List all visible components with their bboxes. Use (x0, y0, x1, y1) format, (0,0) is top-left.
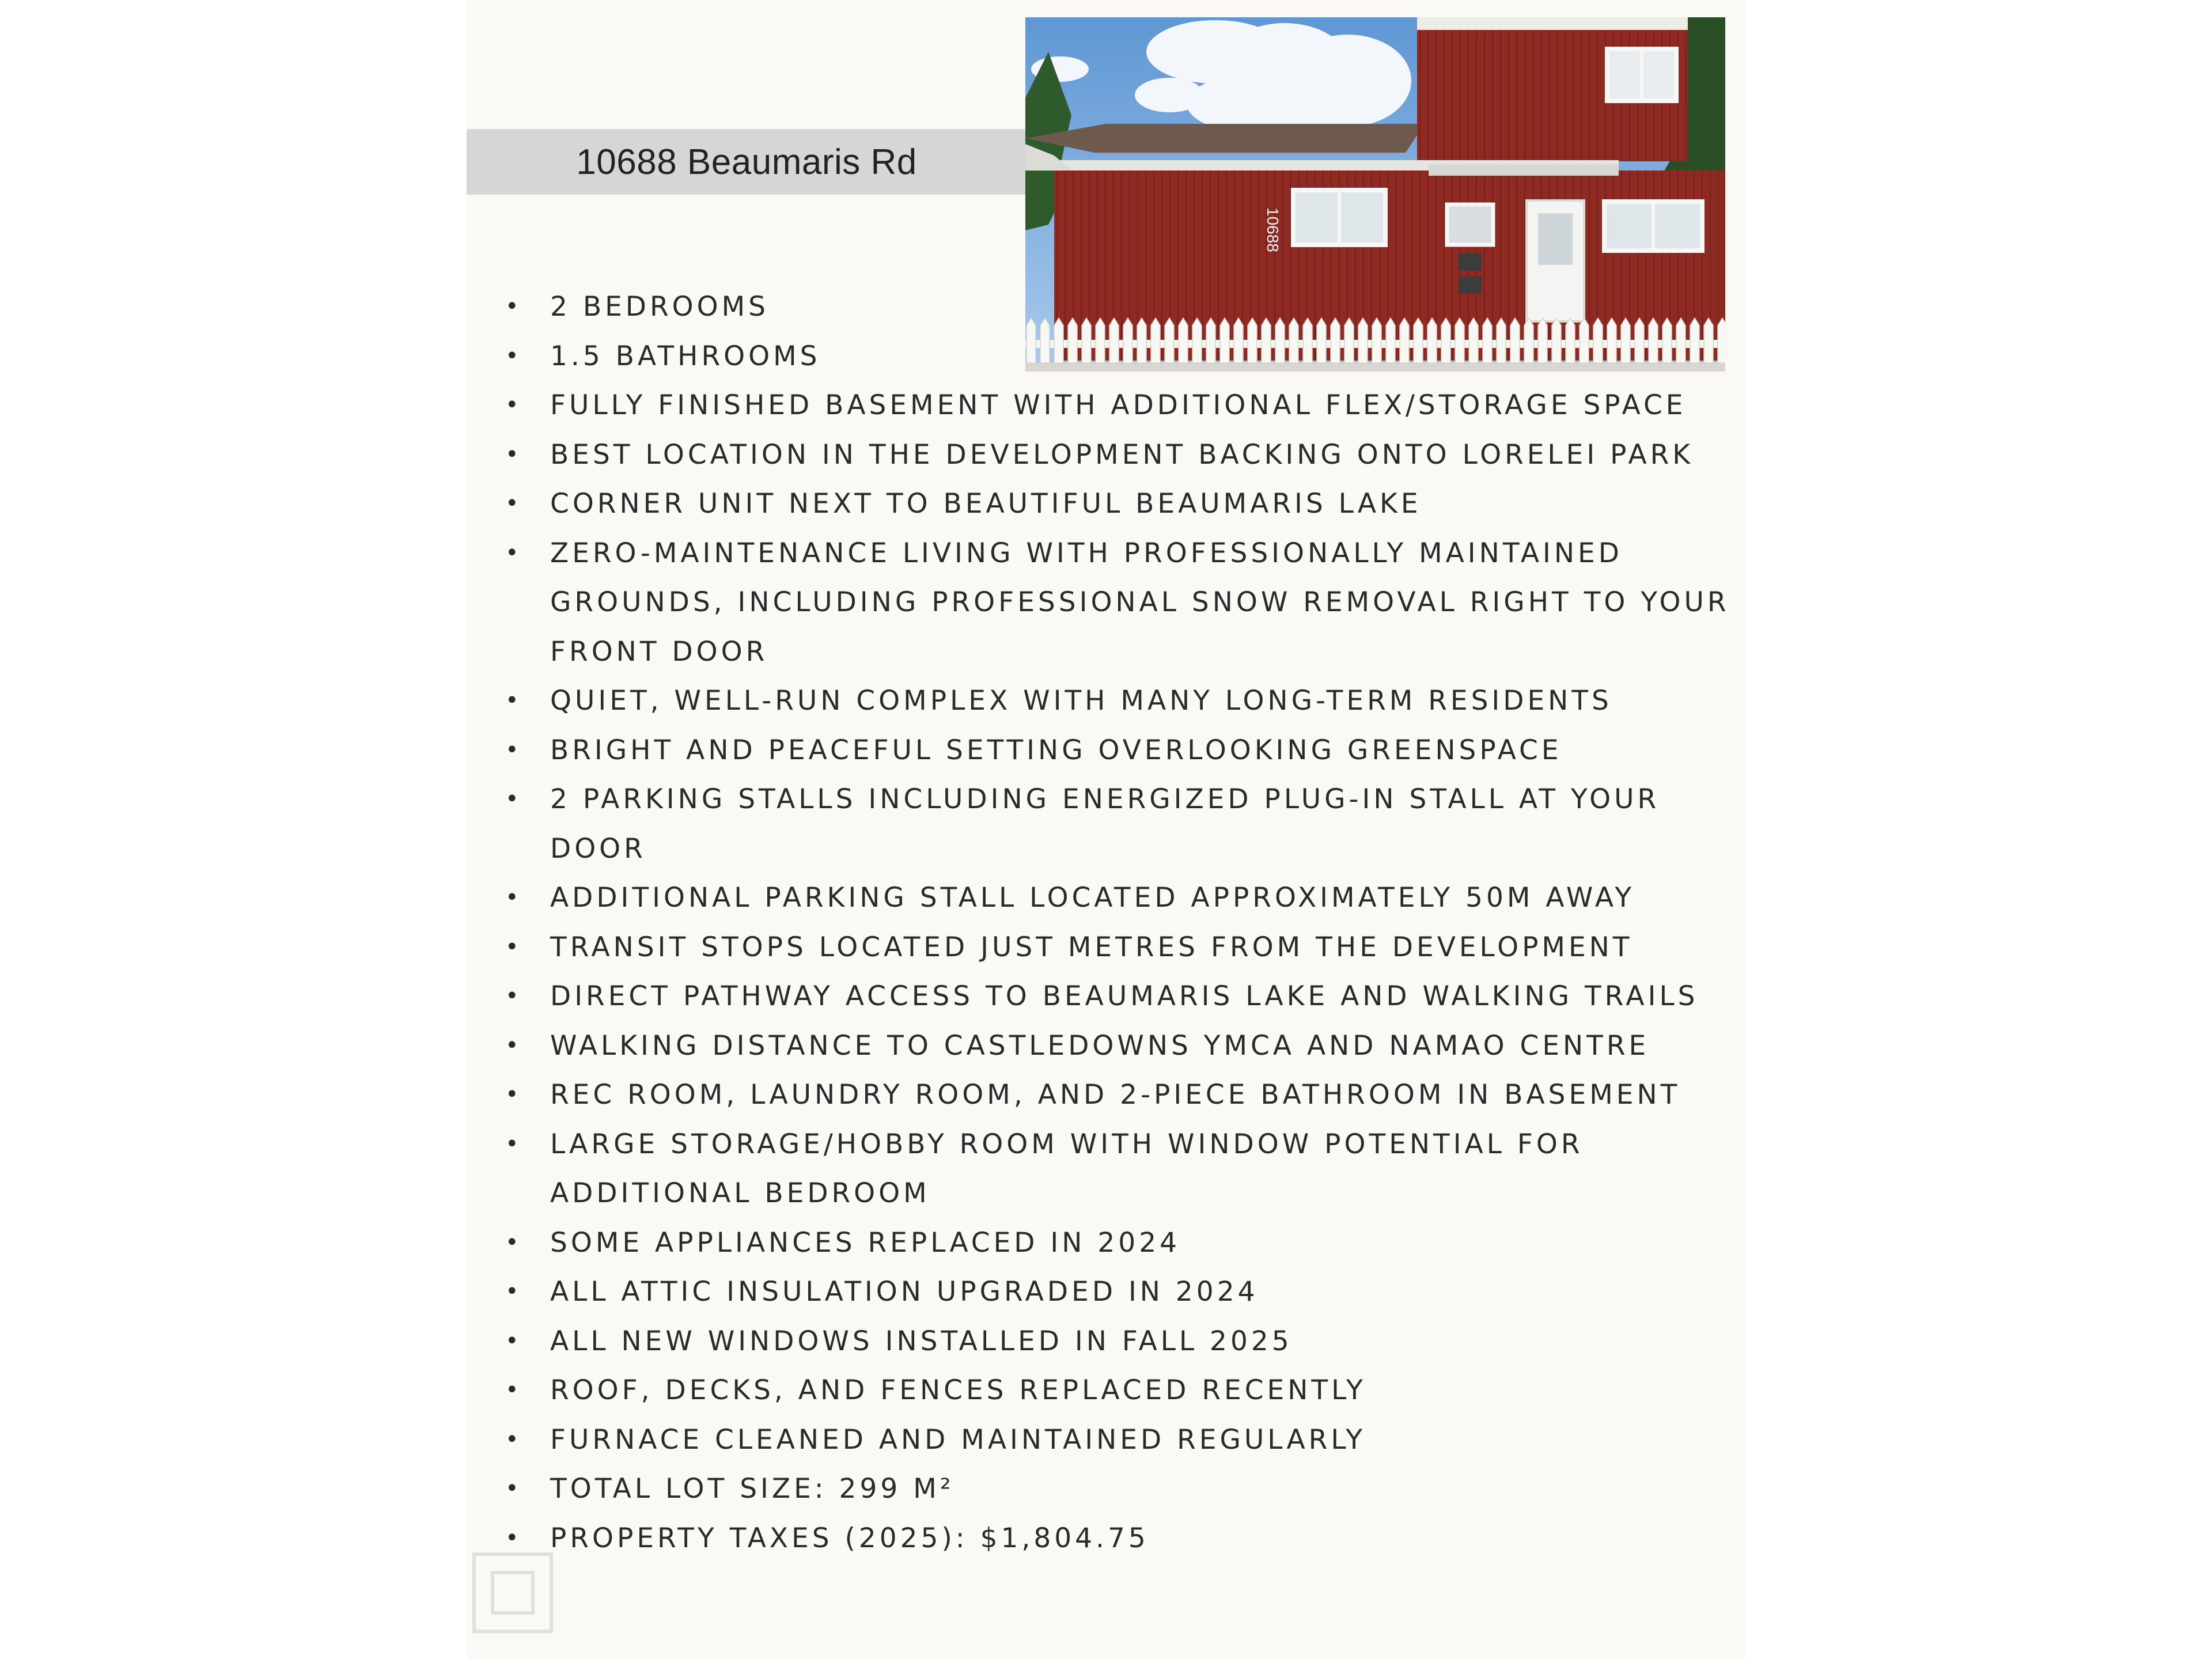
feature-item (493, 1317, 1731, 1366)
bullet-icon: • (505, 1278, 522, 1305)
feature-text: FULLY FINISHED BASEMENT WITH ADDITIONAL FLEX/STORAGE SPACE (550, 389, 1687, 421)
features-list (493, 282, 1731, 1563)
feature-item (493, 1415, 1731, 1465)
feature-item (493, 726, 1731, 775)
bullet-icon: • (505, 687, 522, 714)
bullet-icon: • (505, 1426, 522, 1453)
feature-text: SOME APPLIANCES REPLACED IN 2024 (550, 1226, 1180, 1259)
bullet-icon: • (505, 490, 522, 517)
bullet-icon: • (505, 342, 522, 369)
feature-text: QUIET, WELL-RUN COMPLEX WITH MANY LONG-TERM RESIDENTS (550, 685, 1612, 717)
bullet-icon: • (505, 1032, 522, 1059)
address-title: 10688 Beaumaris Rd (576, 142, 917, 182)
bullet-icon: • (505, 933, 522, 960)
bullet-icon: • (505, 293, 522, 320)
bullet-icon: • (505, 1475, 522, 1502)
feature-item (493, 1464, 1731, 1514)
feature-item (493, 1021, 1731, 1071)
bullet-icon: • (505, 736, 522, 763)
feature-item (493, 775, 1731, 873)
door-side-window (1447, 204, 1493, 245)
feature-item (493, 1514, 1731, 1563)
house-number: 10688 (1264, 207, 1282, 252)
bullet-icon: • (505, 539, 522, 566)
feature-text: BRIGHT AND PEACEFUL SETTING OVERLOOKING GREENSPACE (550, 734, 1562, 766)
roof (1025, 124, 1417, 153)
feature-text: ADDITIONAL PARKING STALL LOCATED APPROXIMATELY 50M AWAY (550, 882, 1635, 914)
feature-text: DIRECT PATHWAY ACCESS TO BEAUMARIS LAKE AND WALKING TRAILS (550, 980, 1699, 1012)
feature-item (493, 1366, 1731, 1415)
bullet-icon: • (505, 1327, 522, 1354)
feature-text: ALL NEW WINDOWS INSTALLED IN FALL 2025 (550, 1325, 1293, 1357)
feature-text: CORNER UNIT NEXT TO BEAUTIFUL BEAUMARIS LAKE (550, 488, 1422, 520)
address-banner (467, 129, 1027, 195)
feature-item (493, 1218, 1731, 1268)
bullet-icon: • (505, 786, 522, 812)
listing-flyer (467, 0, 1745, 1659)
feature-item (493, 332, 1731, 381)
bullet-icon: • (505, 884, 522, 911)
feature-text: 2 PARKING STALLS INCLUDING ENERGIZED PLUG-IN STALL AT YOUR DOOR (550, 783, 1660, 865)
feature-text: FURNACE CLEANED AND MAINTAINED REGULARLY (550, 1423, 1366, 1456)
bullet-icon: • (505, 983, 522, 1009)
bullet-icon: • (505, 441, 522, 468)
feature-item (493, 1267, 1731, 1317)
feature-item (493, 1120, 1731, 1218)
feature-text: BEST LOCATION IN THE DEVELOPMENT BACKING ONTO LORELEI PARK (550, 438, 1694, 471)
feature-item (493, 529, 1731, 677)
feature-item (493, 873, 1731, 923)
feature-text: WALKING DISTANCE TO CASTLEDOWNS YMCA AND NAMAO CENTRE (550, 1029, 1650, 1062)
feature-text: PROPERTY TAXES (2025): $1,804.75 (550, 1522, 1149, 1554)
feature-item (493, 1070, 1731, 1120)
feature-item (493, 282, 1731, 332)
bullet-icon: • (505, 1081, 522, 1108)
feature-item (493, 381, 1731, 430)
feature-item (493, 479, 1731, 529)
bullet-icon: • (505, 392, 522, 418)
bullet-icon: • (505, 1130, 522, 1157)
watermark-logo-icon (469, 1550, 556, 1636)
feature-item (493, 923, 1731, 972)
feature-item (493, 430, 1731, 480)
feature-text: TOTAL LOT SIZE: 299 M² (550, 1473, 955, 1505)
feature-text: ROOF, DECKS, AND FENCES REPLACED RECENTLY (550, 1374, 1366, 1406)
feature-item (493, 676, 1731, 726)
feature-text: 2 BEDROOMS (550, 291, 770, 323)
feature-text: LARGE STORAGE/HOBBY ROOM WITH WINDOW POTENTIAL FOR ADDITIONAL BEDROOM (550, 1128, 1584, 1209)
feature-text: REC ROOM, LAUNDRY ROOM, AND 2-PIECE BATHROOM IN BASEMENT (550, 1079, 1681, 1111)
feature-text: 1.5 BATHROOMS (550, 340, 821, 372)
feature-item (493, 972, 1731, 1021)
bullet-icon: • (505, 1524, 522, 1551)
bullet-icon: • (505, 1377, 522, 1403)
feature-text: TRANSIT STOPS LOCATED JUST METRES FROM THE DEVELOPMENT (550, 931, 1633, 963)
bullet-icon: • (505, 1229, 522, 1256)
feature-text: ZERO-MAINTENANCE LIVING WITH PROFESSIONALLY MAINTAINED GROUNDS, INCLUDING PROFESSIONAL SNOW REMOVAL RIGHT TO YOUR FRONT DOOR (550, 537, 1730, 668)
feature-text: ALL ATTIC INSULATION UPGRADED IN 2024 (550, 1276, 1259, 1308)
